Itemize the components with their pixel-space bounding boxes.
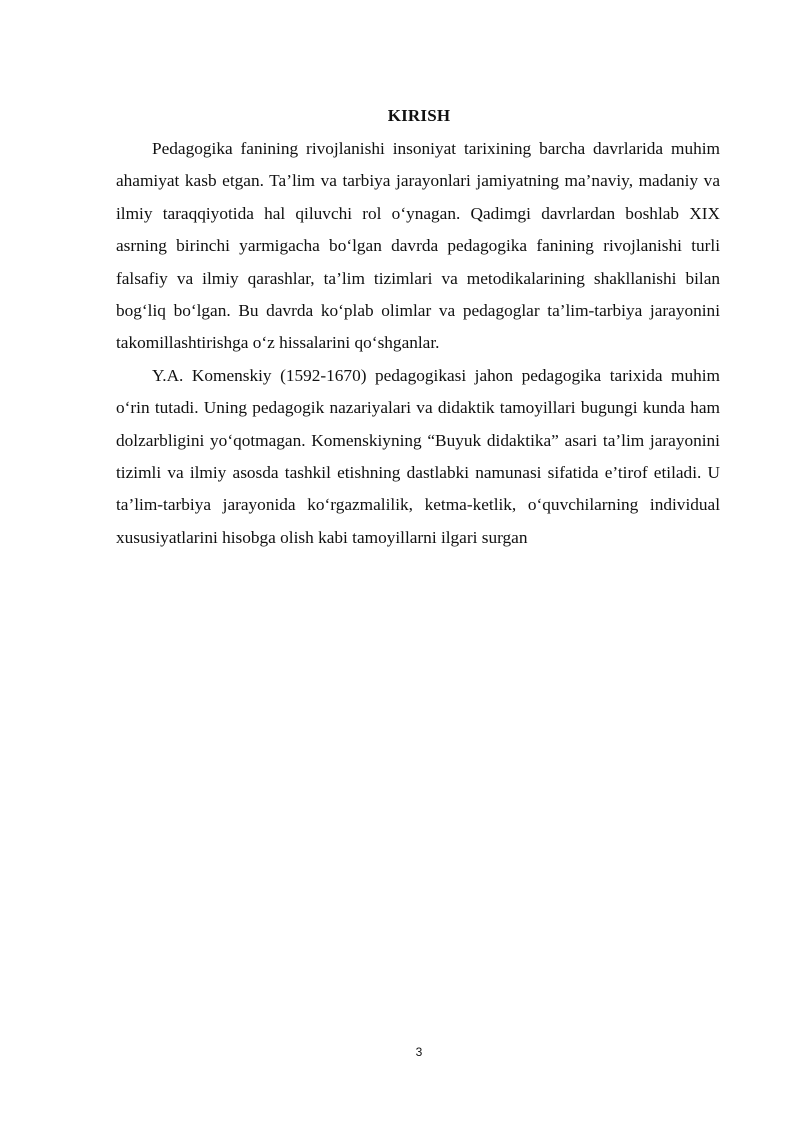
page-number: 3 (415, 1045, 423, 1059)
section-heading: KIRISH (387, 106, 451, 125)
paragraph: Pedagogika fanining rivojlanishi insoniyat tarixining barcha davrlarida muhim ahamiyat kasb etgan. Ta’lim va tarbiya jarayonlari jamiyatning ma’naviy, madaniy va ilmiy taraqqiyotida hal qiluvchi rol o‘ynagan. Qadimgi davrlardan boshlab XIX asrning birinchi yarmigacha bo‘lgan davrda pedagogika fanining rivojlanishi turli falsafiy va ilmiy qarashlar, ta’lim tizimlari va metodikalarining shakllanishi bilan bog‘liq bo‘lgan. Bu davrda ko‘plab olimlar va pedagoglar ta’lim-tarbiya jarayonini takomillashtirishga o‘z hissalarini qo‘shganlar. (116, 139, 720, 353)
paragraph: Y.A. Komenskiy (1592-1670) pedagogikasi jahon pedagogika tarixida muhim o‘rin tutadi. Uning pedagogik nazariyalari va didaktik tamoyillari bugungi kunda ham dolzarbligini yo‘qotmagan. Komenskiyning “Buyuk didaktika” asari ta’lim jarayonini tizimli va ilmiy asosda tashkil etishning dastlabki namunasi sifatida e’tirof etiladi. U ta’lim-tarbiya jarayonida ko‘rgazmalilik, ketma-ketlik, o‘quvchilarning individual xususiyatlarini hisobga olish kabi tamoyillarni ilgari surgan (116, 365, 720, 547)
body-text (116, 133, 720, 554)
